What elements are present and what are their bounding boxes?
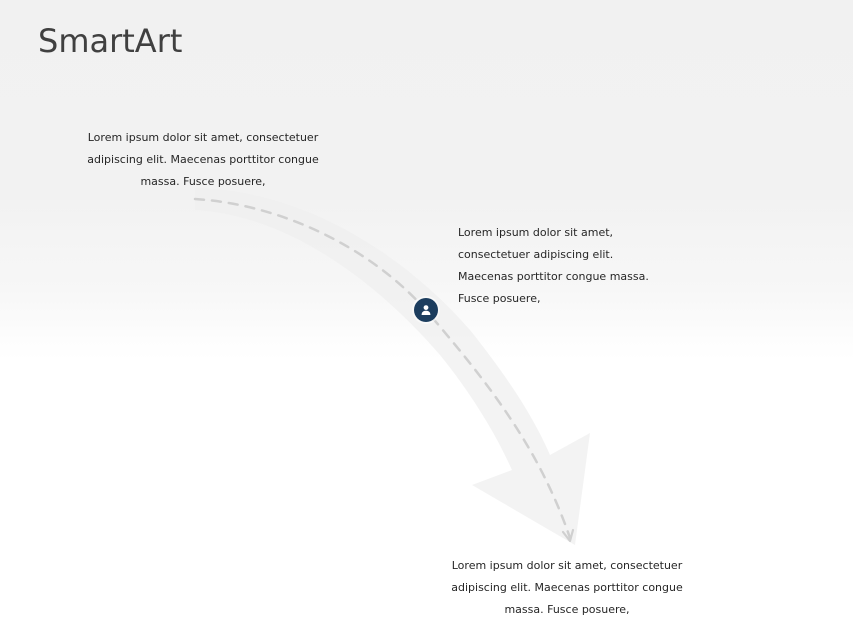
step-2-text xyxy=(458,222,678,310)
person-icon xyxy=(420,304,432,316)
step-2-line: Lorem ipsum dolor sit amet, xyxy=(458,226,614,239)
step-3-line: massa. Fusce posuere, xyxy=(504,603,630,616)
step-1-text xyxy=(72,127,334,193)
step-1-line: Lorem ipsum dolor sit amet, consectetuer xyxy=(87,131,319,144)
slide-title: SmartArt xyxy=(38,22,183,60)
step-3-line: Lorem ipsum dolor sit amet, consectetuer xyxy=(451,559,683,572)
step-3-text xyxy=(435,555,699,621)
step-3-line: adipiscing elit. Maecenas porttitor congue xyxy=(451,581,683,594)
step-2-node xyxy=(414,298,438,322)
step-1-line: adipiscing elit. Maecenas porttitor congue xyxy=(87,153,319,166)
step-2-line: consectetuer adipiscing elit. xyxy=(458,248,614,261)
step-1-line: massa. Fusce posuere, xyxy=(140,175,266,188)
step-2-line: Fusce posuere, xyxy=(458,292,541,305)
step-2-line: Maecenas porttitor congue massa. xyxy=(458,270,649,283)
